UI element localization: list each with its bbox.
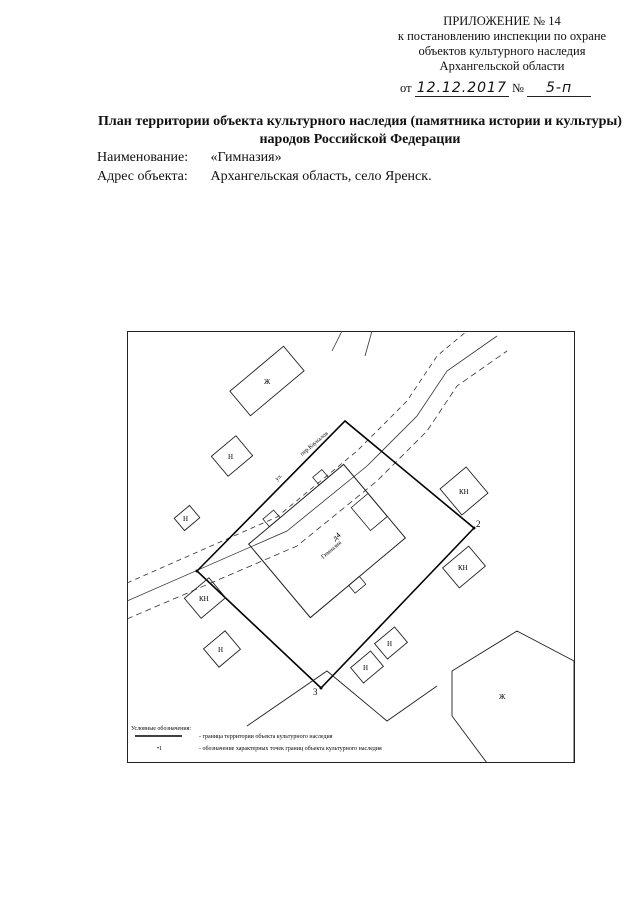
label-left-h2: Н — [183, 515, 189, 523]
label-left-h3: Н — [218, 646, 224, 654]
legend — [131, 725, 382, 752]
appendix-line: к постановлению инспекции по охране — [397, 29, 607, 43]
label-bottom-h2: Н — [387, 640, 393, 648]
legend-item-1: - граница территории объекта культурного наследия — [199, 734, 333, 740]
main-building-num: д4 — [330, 530, 343, 543]
document-title: План территории объекта культурного наследия (памятника истории и культуры) народов Российской Федерации — [98, 114, 622, 147]
label-top-house: Ж — [264, 378, 271, 386]
legend-item-2: - обозначение характерных точек границ объекта культурного наследия — [199, 746, 382, 752]
handwritten-number: 5-п — [527, 80, 591, 97]
address-field — [97, 169, 432, 185]
street-label-2: пер.Кауналов — [299, 430, 330, 458]
address-label: Адрес объекта: — [97, 169, 188, 184]
main-building — [242, 457, 412, 626]
street-lines — [127, 331, 507, 619]
appendix-line: Архангельской области — [439, 59, 565, 73]
handwritten-date: 12.12.2017 — [416, 80, 507, 96]
label-left-h1: Н — [228, 453, 234, 461]
from-label: от — [400, 81, 412, 95]
number-label: № — [511, 81, 524, 95]
name-label: Наименование: — [97, 150, 189, 165]
address-value: Архангельская область, село Яренск. — [210, 169, 432, 184]
legend-item-2-symbol: •1 — [157, 746, 163, 752]
point-2: 2 — [476, 519, 481, 529]
label-right-big: Ж — [499, 693, 506, 701]
label-left-kn: КН — [199, 595, 209, 603]
label-right-kn1: КН — [459, 488, 469, 496]
label-bottom-h1: Н — [363, 664, 369, 672]
name-field — [97, 150, 282, 166]
main-building-label: Гимназия — [320, 540, 344, 561]
site-plan — [127, 331, 575, 763]
site-plan-drawing — [127, 331, 575, 763]
legend-title: Условные обозначения: — [131, 726, 192, 732]
plan-frame — [128, 332, 575, 763]
appendix-title: ПРИЛОЖЕНИЕ № 14 — [443, 14, 561, 28]
name-value: «Гимназия» — [210, 150, 282, 165]
label-right-kn2: КН — [458, 564, 468, 572]
territory-boundary — [197, 421, 474, 688]
appendix-line: объектов культурного наследия — [418, 44, 586, 58]
street-label-1: ул. — [274, 473, 284, 483]
appendix-header — [382, 14, 622, 74]
document-date-number — [400, 80, 591, 97]
point-3: 3 — [313, 687, 318, 697]
